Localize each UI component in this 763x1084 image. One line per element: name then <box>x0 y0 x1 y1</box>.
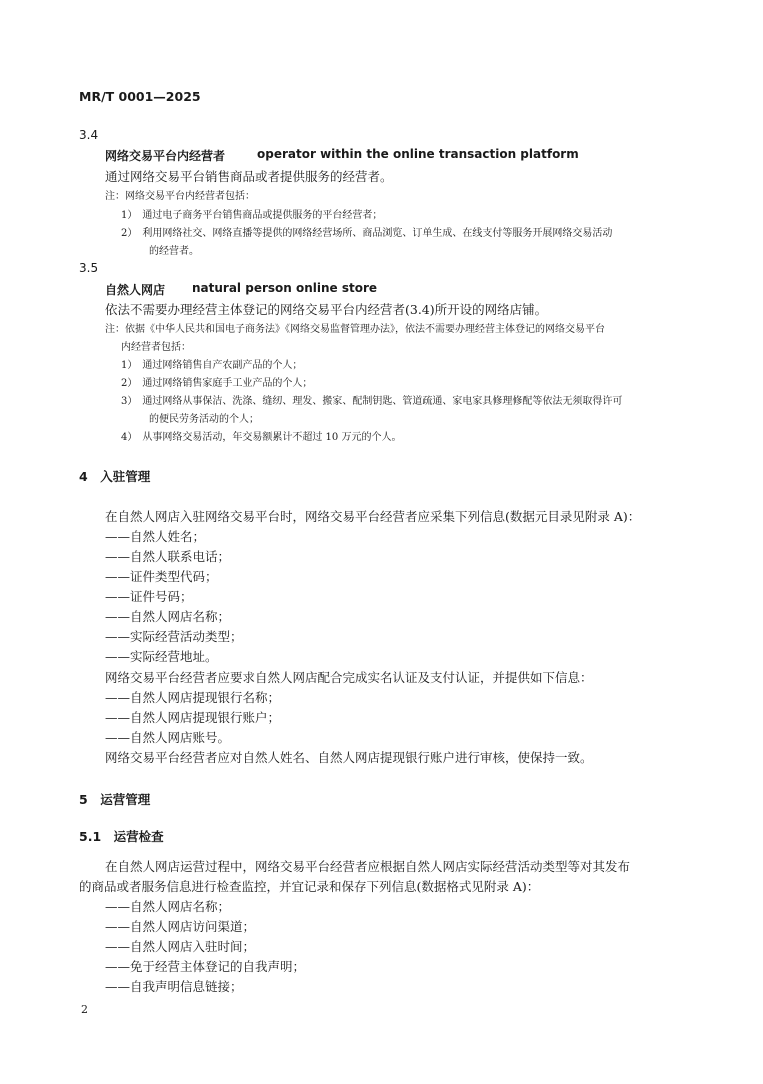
page-number: 2 <box>81 1003 88 1016</box>
section-5-list-item: ——自然人网店名称； <box>105 899 231 914</box>
clause-number-3-5: 3.5 <box>79 261 99 275</box>
note-item-3-4-1: 1） 通过电子商务平台销售商品或提供服务的平台经营者； <box>121 210 383 221</box>
section-4-list-item: ——自然人姓名； <box>105 529 206 544</box>
section-4-list-item: ——实际经营地址。 <box>105 649 218 664</box>
section-heading-4: 4 入驻管理 <box>79 469 151 484</box>
note-item-3-4-2-cont: 的经营者。 <box>149 246 199 257</box>
subsection-heading-5-1: 5.1 运营检查 <box>79 829 164 844</box>
section-5-list-item: ——自然人网店访问渠道； <box>105 919 256 934</box>
section-5-list-item: ——免于经营主体登记的自我声明； <box>105 959 306 974</box>
section-4-line: 在自然人网店入驻网络交易平台时，网络交易平台经营者应采集下列信息(数据元目录见附录 A)： <box>105 509 641 524</box>
section-5-list-item: ——自我声明信息链接； <box>105 979 243 994</box>
note-line-3-5-1: 注：依据《中华人民共和国电子商务法》《网络交易监督管理办法》，依法不需要办理经营主体登记的网络交易平台 <box>105 324 605 335</box>
definition-3-5: 依法不需要办理经营主体登记的网络交易平台内经营者(3.4)所开设的网络店铺。 <box>105 302 548 317</box>
section-4-line: 网络交易平台经营者应要求自然人网店配合完成实名认证及支付认证，并提供如下信息： <box>105 670 593 685</box>
note-item-3-5-4: 4） 从事网络交易活动，年交易额累计不超过 10 万元的个人。 <box>121 432 402 443</box>
term-en-3-4: operator within the online transaction platform <box>257 147 579 161</box>
term-zh-3-4: 网络交易平台内经营者 <box>105 149 226 163</box>
note-item-3-4-2: 2） 利用网络社交、网络直播等提供的网络经营场所、商品浏览、订单生成、在线支付等服务开展网络交易活动 <box>121 228 613 239</box>
note-line-3-5-2: 内经营者包括： <box>121 342 191 353</box>
section-4-list-item: ——证件号码； <box>105 589 193 604</box>
section-4-list-item: ——自然人网店账号。 <box>105 730 231 745</box>
section-4-line: 网络交易平台经营者应对自然人姓名、自然人网店提现银行账户进行审核，使保持一致。 <box>105 750 593 765</box>
section-5-line: 在自然人网店运营过程中，网络交易平台经营者应根据自然人网店实际经营活动类型等对其发布 <box>105 859 631 874</box>
section-5-line: 的商品或者服务信息进行检查监控，并宜记录和保存下列信息(数据格式见附录 A)： <box>79 879 540 894</box>
definition-3-4: 通过网络交易平台销售商品或者提供服务的经营者。 <box>105 169 393 184</box>
term-zh-3-5: 自然人网店 <box>105 283 166 297</box>
section-4-list-item: ——自然人网店提现银行名称； <box>105 690 281 705</box>
note-lead-3-4: 注：网络交易平台内经营者包括： <box>105 191 255 202</box>
clause-number-3-4: 3.4 <box>79 128 99 142</box>
section-4-list-item: ——实际经营活动类型； <box>105 629 243 644</box>
section-4-list-item: ——自然人联系电话； <box>105 549 231 564</box>
note-item-3-5-3: 3） 通过网络从事保洁、洗涤、缝纫、理发、搬家、配制钥匙、管道疏通、家电家具修理修配等依法无须取得许可 <box>121 396 623 407</box>
term-en-3-5: natural person online store <box>192 281 378 295</box>
section-4-list-item: ——证件类型代码； <box>105 569 218 584</box>
note-item-3-5-2: 2） 通过网络销售家庭手工业产品的个人； <box>121 378 313 389</box>
note-item-3-5-3-cont: 的便民劳务活动的个人； <box>149 414 259 425</box>
section-heading-5: 5 运营管理 <box>79 792 151 807</box>
section-4-list-item: ——自然人网店名称； <box>105 609 231 624</box>
standard-code-header: MR/T 0001—2025 <box>79 89 201 104</box>
section-4-list-item: ——自然人网店提现银行账户； <box>105 710 281 725</box>
section-5-list-item: ——自然人网店入驻时间； <box>105 939 256 954</box>
note-item-3-5-1: 1） 通过网络销售自产农副产品的个人； <box>121 360 303 371</box>
